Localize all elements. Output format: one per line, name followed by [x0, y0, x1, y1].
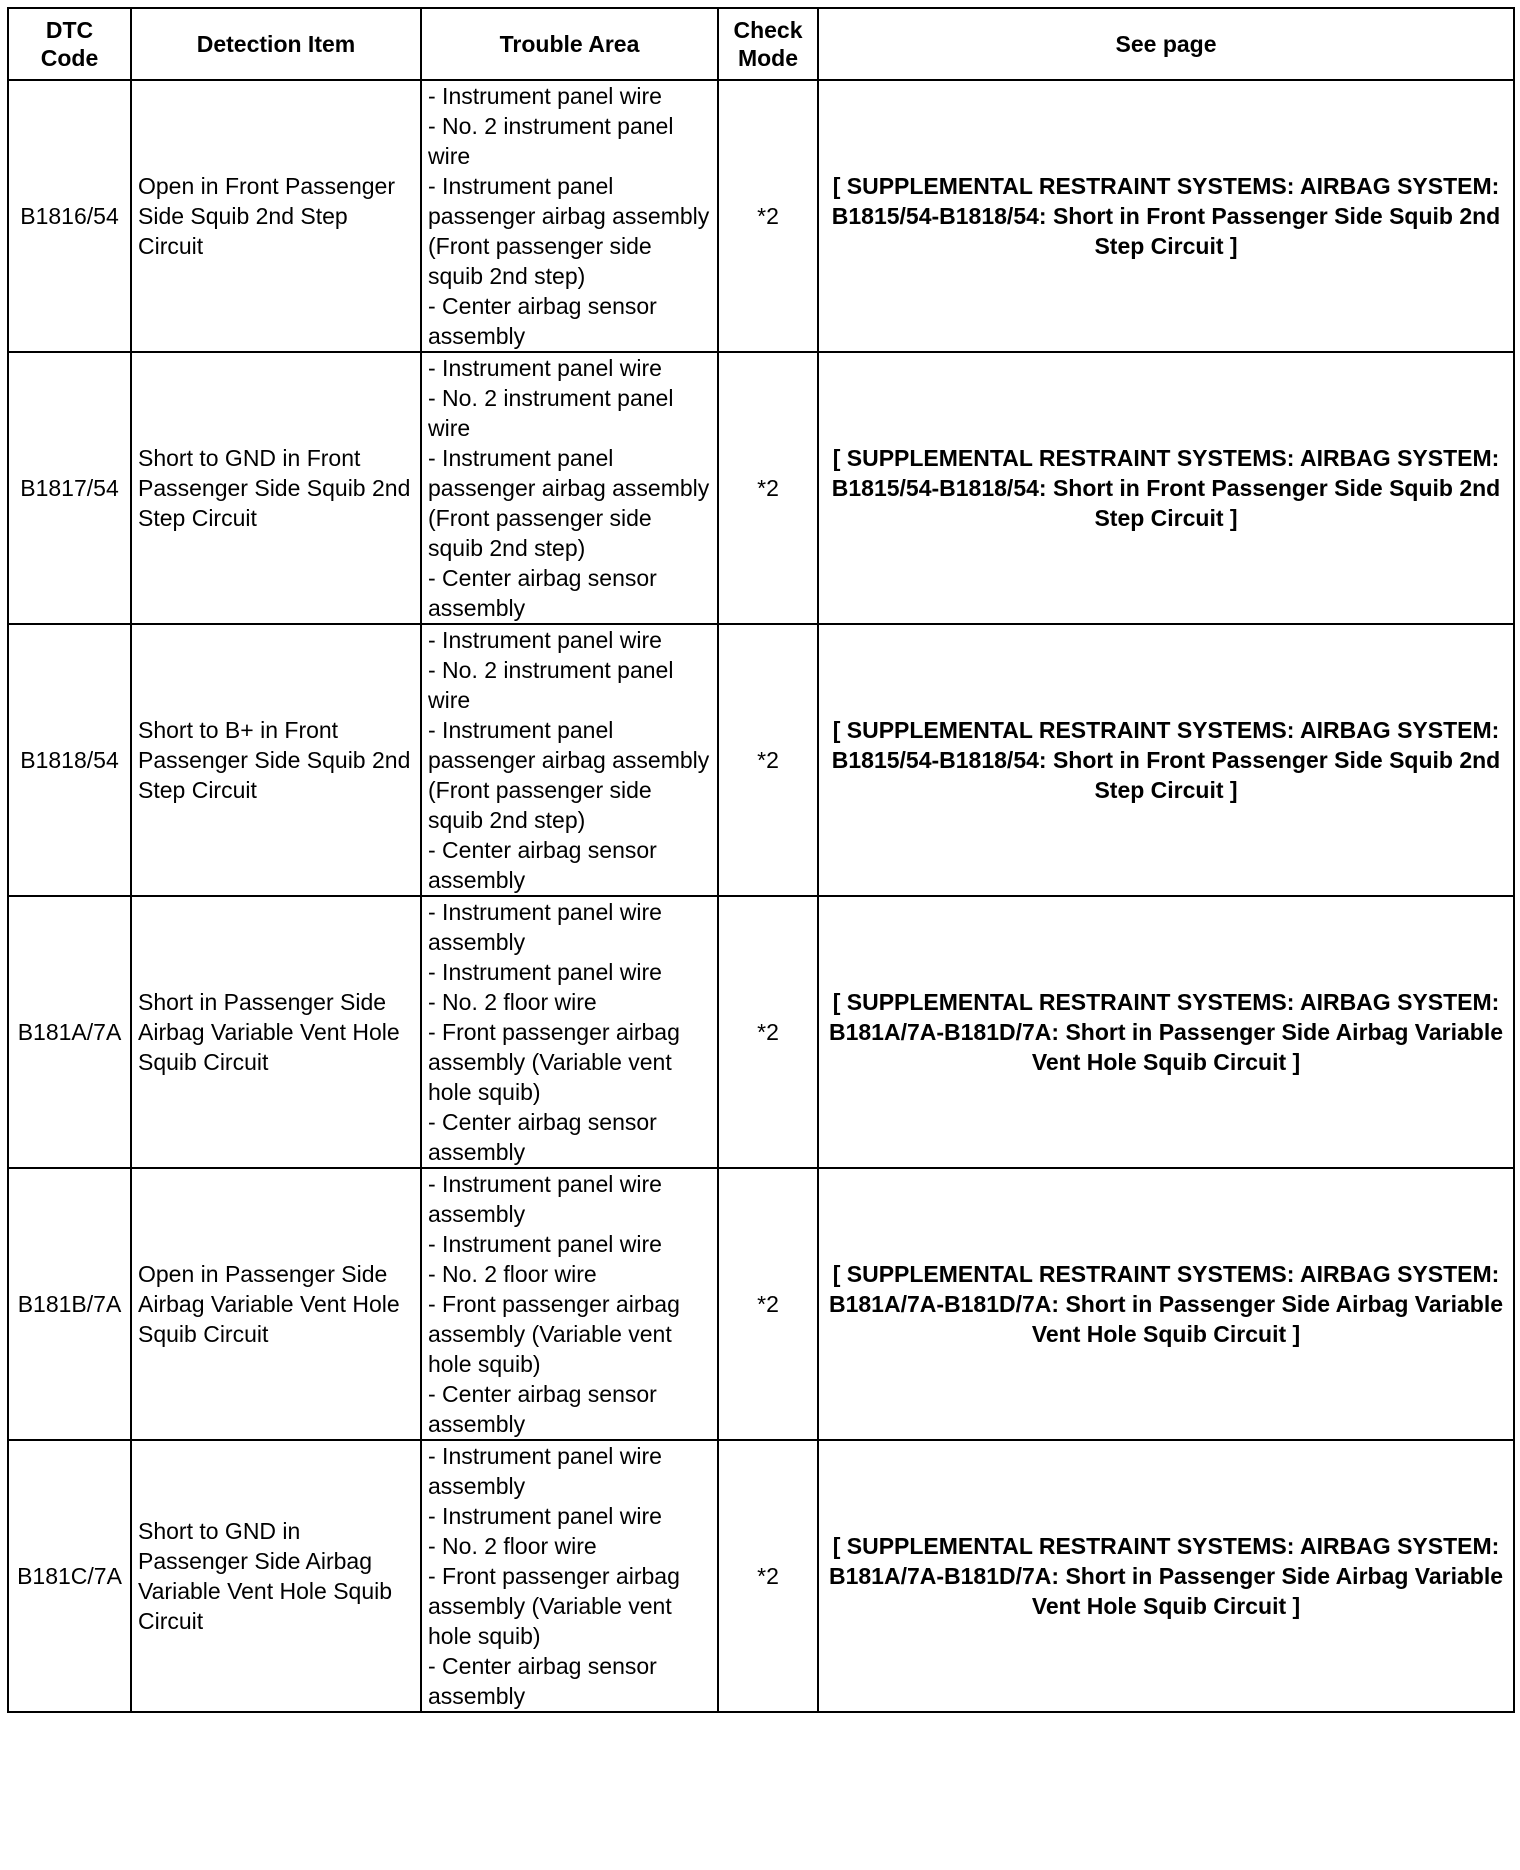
trouble-area-line: - Center airbag sensor assembly	[428, 1381, 657, 1437]
trouble-area-line: - Front passenger airbag assembly (Variable vent hole squib)	[428, 1291, 680, 1377]
header-check-mode-line2: Mode	[737, 45, 799, 71]
detection-item-cell: Short in Passenger Side Airbag Variable Vent Hole Squib Circuit	[131, 896, 421, 1168]
trouble-area-line: - Instrument panel passenger airbag assembly (Front passenger side squib 2nd step)	[428, 445, 710, 561]
trouble-area-cell	[421, 80, 718, 352]
detection-item-cell: Short to GND in Passenger Side Airbag Variable Vent Hole Squib Circuit	[131, 1440, 421, 1712]
check-mode-cell: *2	[718, 80, 818, 352]
dtc-code-cell: B181C/7A	[8, 1440, 131, 1712]
see-page-link: [ SUPPLEMENTAL RESTRAINT SYSTEMS: AIRBAG SYSTEM: B1815/54-B1818/54: Short in Front Passenger Side Squib 2nd Step Circuit ]	[818, 352, 1514, 624]
trouble-area-cell	[421, 624, 718, 896]
header-detection-item: Detection Item	[131, 8, 421, 80]
trouble-area-line: - Center airbag sensor assembly	[428, 837, 657, 893]
dtc-table	[7, 7, 1515, 1713]
header-trouble-area: Trouble Area	[421, 8, 718, 80]
see-page-link: [ SUPPLEMENTAL RESTRAINT SYSTEMS: AIRBAG SYSTEM: B1815/54-B1818/54: Short in Front Passenger Side Squib 2nd Step Circuit ]	[818, 624, 1514, 896]
trouble-area-cell	[421, 1168, 718, 1440]
check-mode-cell: *2	[718, 352, 818, 624]
check-mode-cell: *2	[718, 896, 818, 1168]
trouble-area-line: - No. 2 floor wire	[428, 1533, 597, 1559]
see-page-link: [ SUPPLEMENTAL RESTRAINT SYSTEMS: AIRBAG SYSTEM: B1815/54-B1818/54: Short in Front Passenger Side Squib 2nd Step Circuit ]	[818, 80, 1514, 352]
table-row	[8, 624, 1514, 896]
detection-item-cell: Open in Passenger Side Airbag Variable Vent Hole Squib Circuit	[131, 1168, 421, 1440]
trouble-area-line: - No. 2 floor wire	[428, 989, 597, 1015]
trouble-area-line: - No. 2 instrument panel wire	[428, 657, 674, 713]
table-header-row	[8, 8, 1514, 80]
trouble-area-line: - Instrument panel wire	[428, 1231, 662, 1257]
trouble-area-line: - No. 2 floor wire	[428, 1261, 597, 1287]
trouble-area-cell	[421, 1440, 718, 1712]
trouble-area-line: - Instrument panel passenger airbag assembly (Front passenger side squib 2nd step)	[428, 173, 710, 289]
dtc-code-cell: B181B/7A	[8, 1168, 131, 1440]
check-mode-cell: *2	[718, 624, 818, 896]
trouble-area-line: - No. 2 instrument panel wire	[428, 113, 674, 169]
dtc-code-cell: B1816/54	[8, 80, 131, 352]
trouble-area-line: - Instrument panel wire assembly	[428, 1171, 662, 1227]
trouble-area-line: - No. 2 instrument panel wire	[428, 385, 674, 441]
trouble-area-line: - Instrument panel wire	[428, 1503, 662, 1529]
trouble-area-line: - Instrument panel passenger airbag assembly (Front passenger side squib 2nd step)	[428, 717, 710, 833]
header-dtc-code-line2: Code	[40, 45, 99, 71]
trouble-area-line: - Instrument panel wire	[428, 959, 662, 985]
table-row	[8, 896, 1514, 1168]
see-page-link: [ SUPPLEMENTAL RESTRAINT SYSTEMS: AIRBAG SYSTEM: B181A/7A-B181D/7A: Short in Passenger Side Airbag Variable Vent Hole Squib Circuit ]	[818, 1440, 1514, 1712]
trouble-area-line: - Center airbag sensor assembly	[428, 1109, 657, 1165]
trouble-area-line: - Instrument panel wire	[428, 627, 662, 653]
trouble-area-line: - Instrument panel wire assembly	[428, 1443, 662, 1499]
trouble-area-cell	[421, 896, 718, 1168]
header-dtc-code	[8, 8, 131, 80]
table-row	[8, 1440, 1514, 1712]
dtc-code-cell: B1817/54	[8, 352, 131, 624]
trouble-area-cell	[421, 352, 718, 624]
trouble-area-line: - Instrument panel wire assembly	[428, 899, 662, 955]
detection-item-cell: Open in Front Passenger Side Squib 2nd Step Circuit	[131, 80, 421, 352]
table-body	[8, 80, 1514, 1712]
trouble-area-line: - Front passenger airbag assembly (Variable vent hole squib)	[428, 1019, 680, 1105]
detection-item-cell: Short to GND in Front Passenger Side Squib 2nd Step Circuit	[131, 352, 421, 624]
check-mode-cell: *2	[718, 1168, 818, 1440]
trouble-area-line: - Front passenger airbag assembly (Variable vent hole squib)	[428, 1563, 680, 1649]
trouble-area-line: - Center airbag sensor assembly	[428, 293, 657, 349]
trouble-area-line: - Center airbag sensor assembly	[428, 1653, 657, 1709]
detection-item-cell: Short to B+ in Front Passenger Side Squib 2nd Step Circuit	[131, 624, 421, 896]
table-row	[8, 352, 1514, 624]
trouble-area-line: - Instrument panel wire	[428, 83, 662, 109]
table-row	[8, 1168, 1514, 1440]
check-mode-cell: *2	[718, 1440, 818, 1712]
header-check-mode-line1: Check	[733, 17, 803, 43]
trouble-area-line: - Instrument panel wire	[428, 355, 662, 381]
header-dtc-code-line1: DTC	[45, 17, 94, 43]
see-page-link: [ SUPPLEMENTAL RESTRAINT SYSTEMS: AIRBAG SYSTEM: B181A/7A-B181D/7A: Short in Passenger Side Airbag Variable Vent Hole Squib Circuit ]	[818, 1168, 1514, 1440]
dtc-code-cell: B1818/54	[8, 624, 131, 896]
table-row	[8, 80, 1514, 352]
dtc-code-cell: B181A/7A	[8, 896, 131, 1168]
trouble-area-line: - Center airbag sensor assembly	[428, 565, 657, 621]
header-see-page: See page	[818, 8, 1514, 80]
see-page-link: [ SUPPLEMENTAL RESTRAINT SYSTEMS: AIRBAG SYSTEM: B181A/7A-B181D/7A: Short in Passenger Side Airbag Variable Vent Hole Squib Circuit ]	[818, 896, 1514, 1168]
header-check-mode	[718, 8, 818, 80]
